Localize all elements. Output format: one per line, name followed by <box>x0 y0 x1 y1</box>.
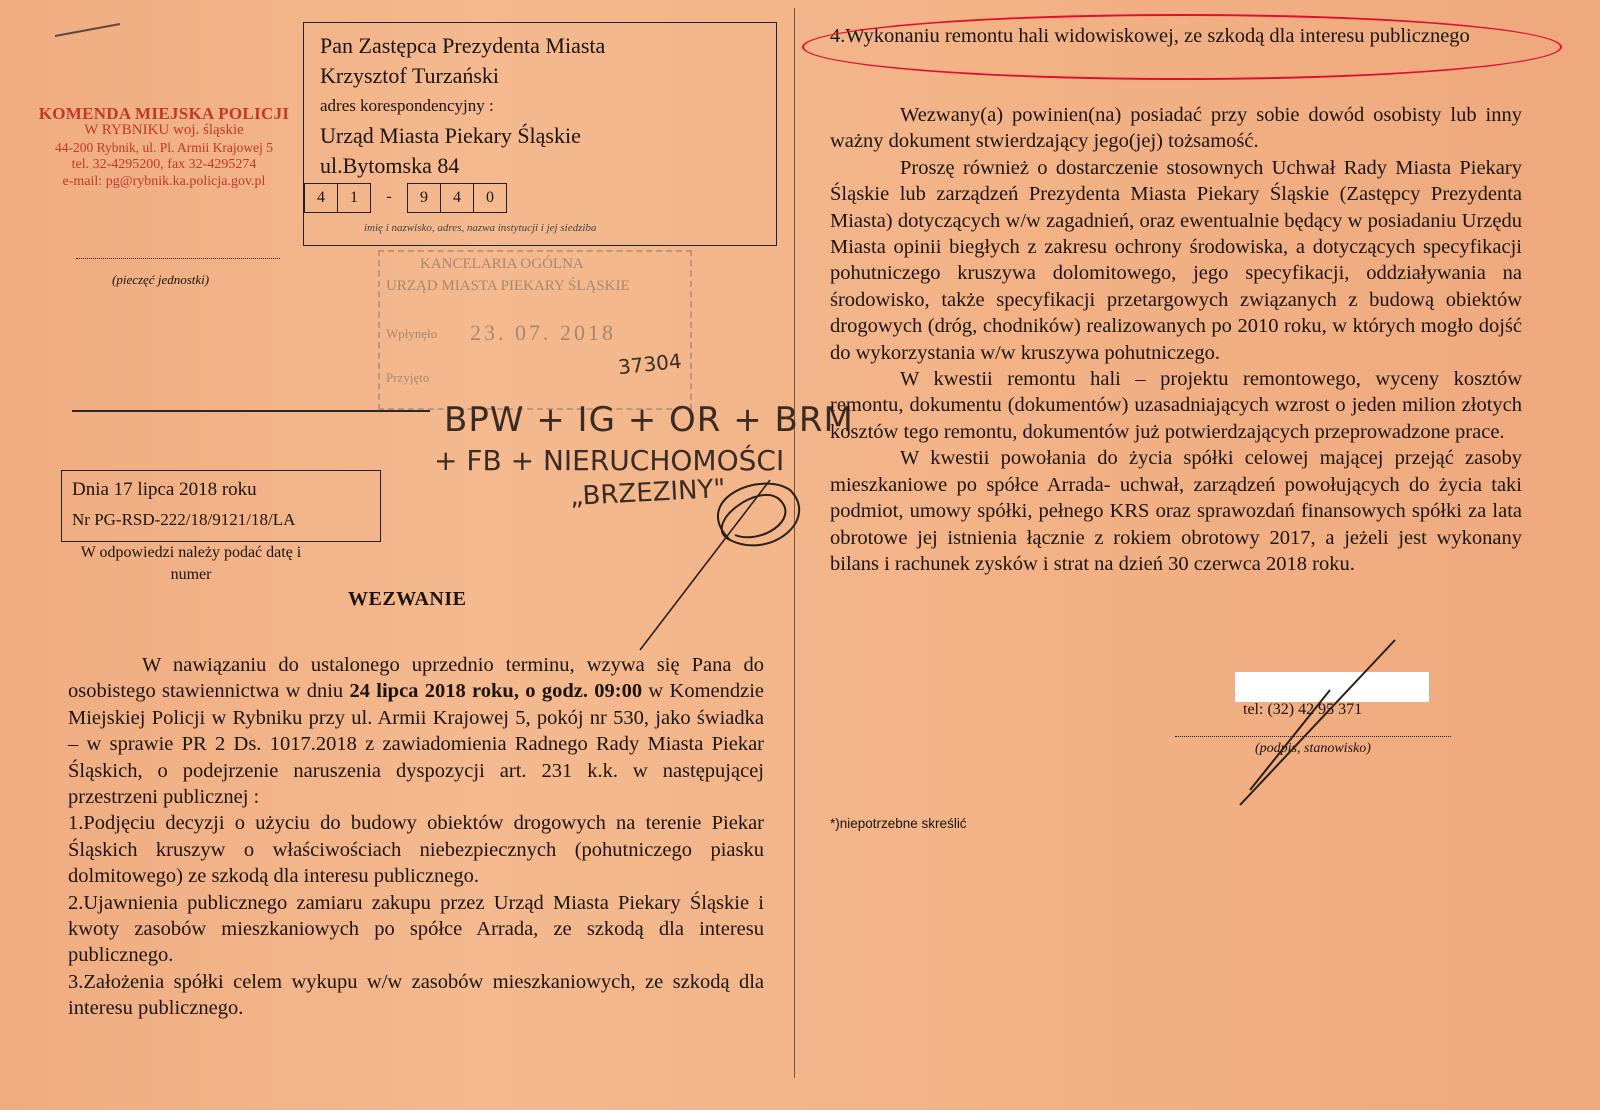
intro-text-a: W nawiązaniu do ustalonego uprzednio terminu, wzywa się Pana do osobistego stawiennictwa w dniu <box>68 654 764 703</box>
zip-digit: 9 <box>407 183 441 213</box>
list-item-4: 4.Wykonaniu remontu hali widowiskowej, ze szkodą dla interesu publicznego <box>830 25 1470 47</box>
addressee-line-3: adres korespondencyjny : <box>320 96 494 115</box>
intro-date-bold: 24 lipca 2018 roku, o godz. 09:00 <box>349 680 643 703</box>
handwritten-line-2: + FB + NIERUCHOMOŚCI <box>434 444 785 477</box>
corner-mark <box>55 24 120 36</box>
addressee-line-1: Pan Zastępca Prezydenta Miasta <box>320 33 606 58</box>
signature-caption: (podpis, stanowisko) <box>1255 741 1371 756</box>
stamp-row-3-label: Wpłynęło <box>386 326 438 341</box>
list-item-1: 1.Podjęciu decyzji o użyciu do budowy obiektów drogowych na terenie Piekar Śląskich kruszyw o właściwościach niebezpiecznych (pohutniczego piasku dolmitowego) ze szkodą dla interesu publicznego. <box>68 812 764 888</box>
pen-slash <box>640 480 770 650</box>
paragraph-special-company: W kwestii powołania do życia spółki celowej mającej przejąć zasoby mieszkaniowe po spółce Arrada- uchwał, zarządzeń powołujących do życia taki podmiot, umowy spółki, pełnego KRS oraz sprawozdań finansowych spółki za lata obrotowe jej istnienia łącznie z rokiem obrotowy 2017, a jeżeli jest wykonany bilans i rachunek zysków i strat na dzień 30 czerwca 2018 roku. <box>830 447 1522 575</box>
zip-digit: 4 <box>304 183 338 213</box>
list-item-3: 3.Założenia spółki celem wykupu w/w zasobów mieszkaniowych, ze szkodą dla interesu publicznego. <box>68 970 764 1020</box>
paragraph-documents-request: Proszę również o dostarczenie stosownych Uchwał Rady Miasta Piekary Śląskie lub zarządzeń Prezydenta Miasta Piekary Śląskie (Zastępcy Prezydenta Miasta) dotyczących w/w zagadnień, oraz ewentualnie będący w posiadaniu Urzędu Miasta opinii biegłych z zakresu ochrony środowiska, a dotyczących specyfikacji pohutniczego kruszywa dolomitowego, jego specyfikacji, oddziaływania na środowisko, także specyfikacji przetargowych związanych z budową obiektów drogowych (dróg, chodników) realizowanych po 2010 roku, w których mogło dojść do wykorzystania w/w kruszywa pohutniczego. <box>830 156 1522 364</box>
reference-number: Nr PG-RSD-222/18/9121/18/LA <box>72 510 296 529</box>
paragraph-hall-renovation: W kwestii remontu hali – projektu remontowego, wyceny kosztów remontu, dokumentu (dokumentów) uzasadniających wzrost o jeden milion złotych kosztów tego remontu, dokumentów już potwierdzających przeprowadzone prace. <box>830 368 1522 443</box>
zip-digit: 4 <box>440 183 474 213</box>
footnote: *)niepotrzebne skreślić <box>830 816 967 831</box>
stamp-date: 23. 07. 2018 <box>470 320 616 345</box>
handwritten-number: 37304 <box>616 348 683 380</box>
signature-stroke <box>1240 640 1395 805</box>
handwritten-line-3: „BRZEZINY" <box>569 473 727 513</box>
sender-line-5: e-mail: pg@rybnik.ka.policja.gov.pl <box>62 174 266 189</box>
letter-date: Dnia 17 lipca 2018 roku <box>72 479 257 500</box>
intro-text-b: w Komendzie Miejskiej Policji w Rybniku przy ul. Armii Krajowej 5, pokój nr 530, jako świadka – w sprawie PR 2 Ds. 1017.2018 z zawiadomienia Radnego Rady Miasta Piekar Śląskich, o podejrzenie naruszenia dyspozycji art. 231 k.k. w następującej przestrzeni publicznej : <box>68 680 765 809</box>
sender-line-2: W RYBNIKU woj. śląskie <box>84 122 244 138</box>
addressee-line-5: ul.Bytomska 84 <box>320 153 460 178</box>
stamp-row-1: KANCELARIA OGÓLNA <box>420 256 584 272</box>
handwritten-line-1: BPW + IG + OR + BRM <box>444 400 854 440</box>
reply-note: W odpowiedzi należy podać datę i numer <box>80 544 302 583</box>
zip-digit: 1 <box>337 183 371 213</box>
sender-line-1: KOMENDA MIEJSKA POLICJI <box>38 104 290 123</box>
zip-digit: 0 <box>473 183 507 213</box>
stamp-row-4: Przyjęto <box>386 370 430 385</box>
addressee-line-2: Krzysztof Turzański <box>320 63 500 88</box>
paragraph-id-document: Wezwany(a) powinien(na) posiadać przy sobie dowód osobisty lub inny ważny dokument stwierdzający jego(jej) tożsamość. <box>830 104 1522 153</box>
addressee-line-4: Urząd Miasta Piekary Śląskie <box>320 123 581 148</box>
sender-line-4: tel. 32-4295200, fax 32-4295274 <box>71 157 257 172</box>
signatory-phone: tel: (32) 42 95 371 <box>1243 701 1363 718</box>
list-item-2: 2.Ujawnienia publicznego zamiaru zakupu przez Urząd Miasta Piekary Śląskie i kwoty zasobów mieszkaniowych po spółce Arrada, ze szkodą dla interesu publicznego. <box>68 891 764 967</box>
stamp-row-2: URZĄD MIASTA PIEKARY ŚLĄSKIE <box>386 278 630 294</box>
addressee-caption: imię i nazwisko, adres, nazwa instytucji i jej siedziba <box>364 222 597 234</box>
pen-scribble <box>718 484 799 546</box>
stamp-caption: (pieczęć jednostki) <box>112 272 210 287</box>
zip-separator: - <box>386 188 392 205</box>
document-title: WEZWANIE <box>348 588 467 610</box>
sender-line-3: 44-200 Rybnik, ul. Pl. Armii Krajowej 5 <box>54 140 274 155</box>
